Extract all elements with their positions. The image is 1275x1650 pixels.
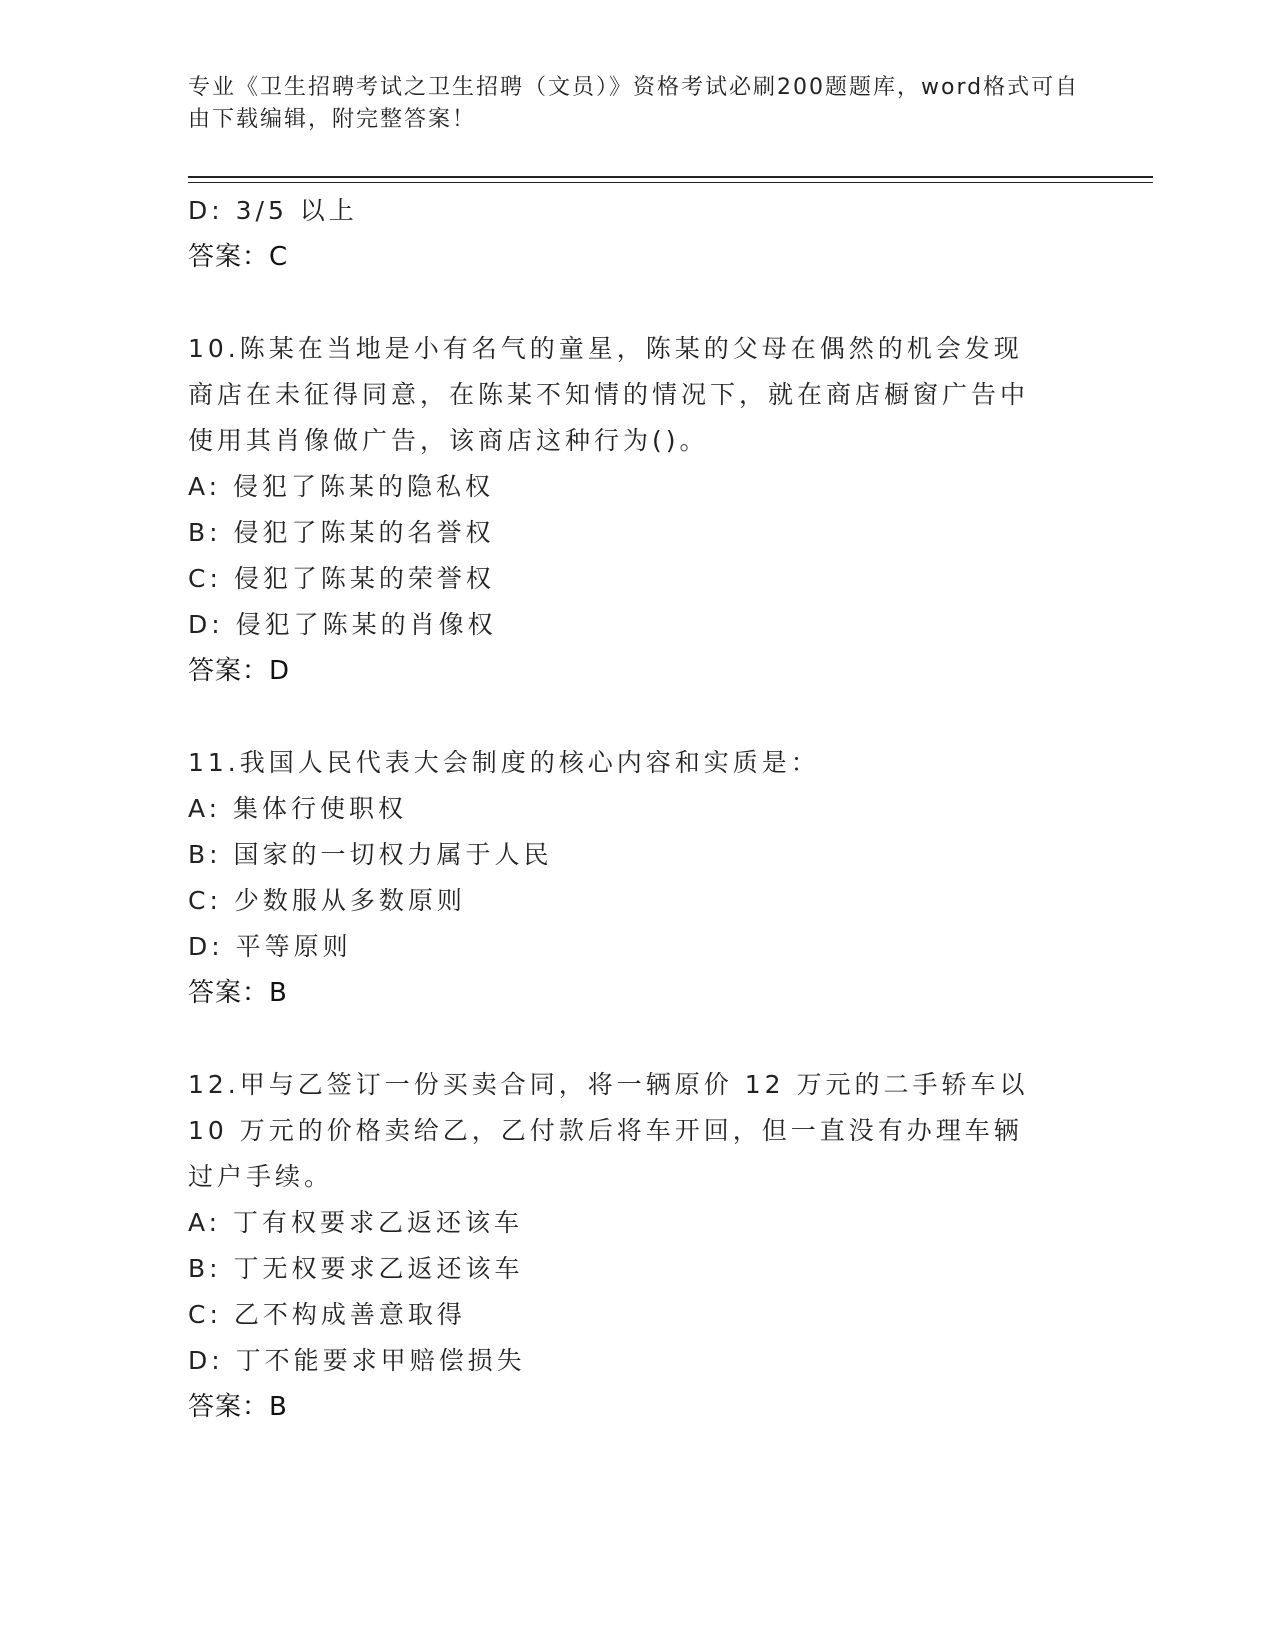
spacer <box>188 1016 1088 1062</box>
option-b: B: 丁无权要求乙返还该车 <box>188 1254 524 1283</box>
answer: 答案：B <box>188 1392 288 1422</box>
prev-option-d: D: 3/5 以上 <box>188 196 358 225</box>
answer: 答案：D <box>188 656 291 686</box>
question-list <box>188 188 1088 1430</box>
question-12 <box>188 1062 1088 1430</box>
option-d: D: 丁不能要求甲赔偿损失 <box>188 1346 526 1375</box>
spacer <box>188 280 1088 326</box>
question-11 <box>188 740 1088 1016</box>
answer: 答案：B <box>188 978 288 1008</box>
option-a: A: 丁有权要求乙返还该车 <box>188 1208 524 1237</box>
option-c: C: 侵犯了陈某的荣誉权 <box>188 564 495 593</box>
header-divider-thick <box>188 176 1153 178</box>
header-divider-thin <box>188 182 1153 183</box>
option-a: A: 侵犯了陈某的隐私权 <box>188 472 495 501</box>
page-header: 专业《卫生招聘考试之卫生招聘（文员）》资格考试必刷200题题库，word格式可自由下载编辑，附完整答案！ <box>188 75 1080 132</box>
option-c: C: 乙不构成善意取得 <box>188 1300 466 1329</box>
option-d: D: 平等原则 <box>188 932 352 961</box>
question-text: 11.我国人民代表大会制度的核心内容和实质是： <box>188 748 820 777</box>
option-d: D: 侵犯了陈某的肖像权 <box>188 610 497 639</box>
option-b: B: 侵犯了陈某的名誉权 <box>188 518 495 547</box>
question-text: 10.陈某在当地是小有名气的童星，陈某的父母在偶然的机会发现商店在未征得同意，在陈某不知情的情况下，就在商店橱窗广告中使用其肖像做广告，该商店这种行为()。 <box>188 334 1030 455</box>
option-c: C: 少数服从多数原则 <box>188 886 466 915</box>
prev-answer: 答案：C <box>188 242 289 272</box>
spacer <box>188 694 1088 740</box>
question-10 <box>188 326 1088 694</box>
option-b: B: 国家的一切权力属于人民 <box>188 840 553 869</box>
question-text: 12.甲与乙签订一份买卖合同，将一辆原价 12 万元的二手轿车以 10 万元的价格卖给乙，乙付款后将车开回，但一直没有办理车辆过户手续。 <box>188 1070 1029 1191</box>
option-a: A: 集体行使职权 <box>188 794 408 823</box>
